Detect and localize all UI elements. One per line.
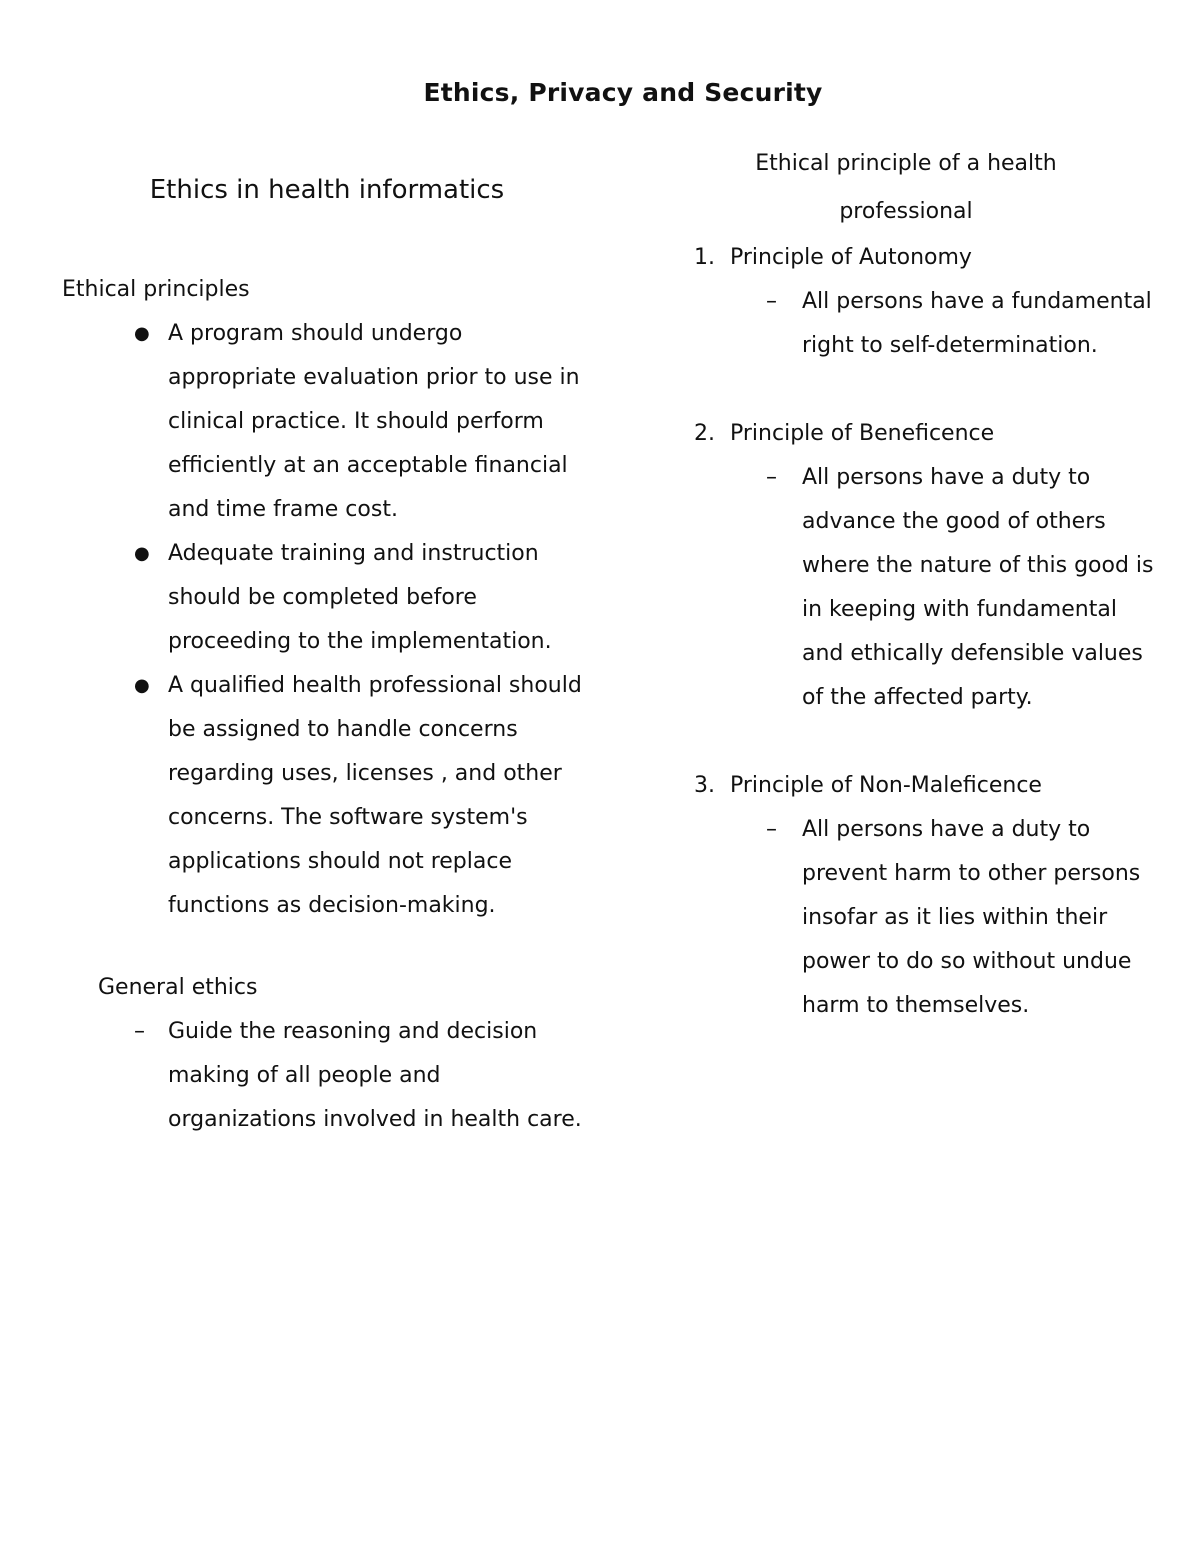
- principle-number: 1.: [694, 245, 715, 270]
- dash-icon: –: [134, 1019, 145, 1044]
- ethical-principles-label: Ethical principles: [62, 277, 250, 302]
- principle-title: Principle of Autonomy: [730, 245, 972, 270]
- principle-title-row: [694, 412, 1174, 456]
- list-item: [62, 312, 622, 532]
- principle-detail-row: [694, 456, 1174, 720]
- principle-item: [694, 764, 1174, 1028]
- principle-title: Principle of Beneficence: [730, 421, 995, 446]
- bullet-icon: ●: [134, 323, 150, 344]
- principle-detail: All persons have a fundamental right to self-determination.: [802, 289, 1152, 358]
- list-item: [62, 532, 622, 664]
- left-column: [62, 170, 622, 1142]
- section-heading-health-professional: Ethical principle of a health professional: [755, 151, 1057, 224]
- principles-list: [694, 236, 1174, 1028]
- list-item-text: Guide the reasoning and decision making of all people and organizations involved in health care.: [168, 1019, 582, 1132]
- list-item: [62, 1010, 622, 1142]
- principle-detail-row: [694, 808, 1174, 1028]
- page-title: Ethics, Privacy and Security: [423, 78, 823, 107]
- list-item-text: A qualified health professional should be assigned to handle concerns regarding uses, licenses , and other concerns. The software system's applications should not replace functions as decision-making.: [168, 673, 582, 918]
- principle-detail: All persons have a duty to advance the good of others where the nature of this good is in keeping with fundamental and ethically defensible values of the affected party.: [802, 465, 1154, 710]
- bullet-icon: ●: [134, 675, 150, 696]
- principle-title-row: [694, 236, 1174, 280]
- principle-item: [694, 412, 1174, 720]
- principle-number: 3.: [694, 773, 715, 798]
- principle-number: 2.: [694, 421, 715, 446]
- list-item: [62, 664, 622, 928]
- principle-detail: All persons have a duty to prevent harm to other persons insofar as it lies within their power to do so without undue harm to themselves.: [802, 817, 1141, 1018]
- bullet-icon: ●: [134, 543, 150, 564]
- principle-title-row: [694, 764, 1174, 808]
- dash-icon: –: [766, 289, 777, 314]
- general-ethics-list: [62, 1010, 622, 1142]
- section-heading-ethics-informatics: Ethics in health informatics: [149, 175, 505, 205]
- principle-item: [694, 236, 1174, 368]
- dash-icon: –: [766, 465, 777, 490]
- principle-title: Principle of Non-Maleficence: [730, 773, 1042, 798]
- ethical-principles-list: [62, 312, 622, 928]
- dash-icon: –: [766, 817, 777, 842]
- list-item-text: Adequate training and instruction should be completed before proceeding to the implementation.: [168, 541, 552, 654]
- list-item-text: A program should undergo appropriate evaluation prior to use in clinical practice. It should perform efficiently at an acceptable financial and time frame cost.: [168, 321, 580, 522]
- general-ethics-label: General ethics: [98, 975, 258, 1000]
- principle-detail-row: [694, 280, 1174, 368]
- right-column: [694, 140, 1174, 1028]
